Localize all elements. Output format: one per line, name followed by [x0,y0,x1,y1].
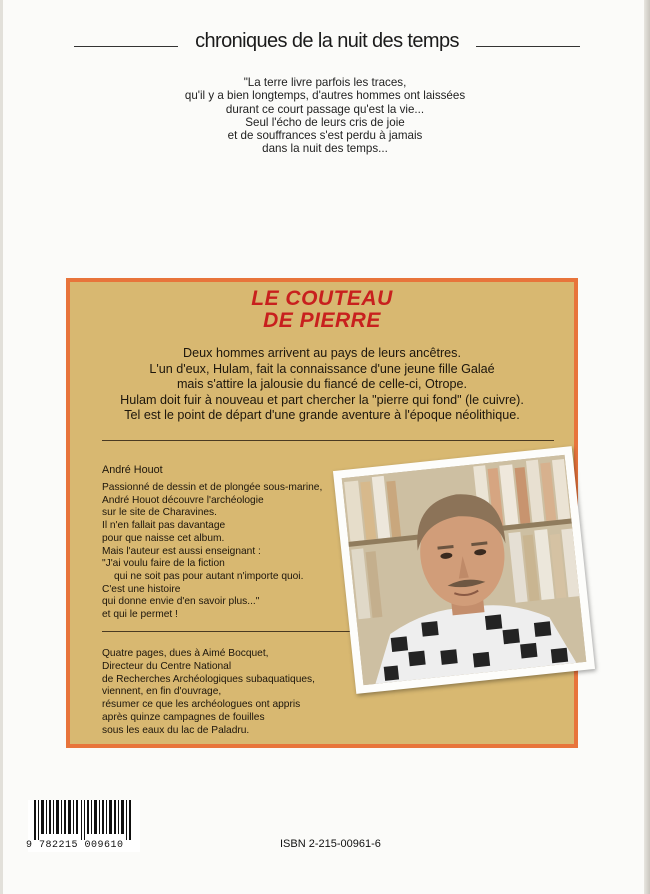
isbn: ISBN 2-215-00961-6 [280,838,381,850]
author-name: André Houot [102,464,163,476]
appendix-line: sous les eaux du lac de Paladru. [102,724,250,736]
epigraph-line: qu'il y a bien longtemps, d'autres hommes ont laissées [184,89,466,103]
page-edge-right [644,0,650,894]
bio-line: qui donne envie d'en savoir plus..." [102,596,260,608]
synopsis-line: Deux hommes arrivent au pays de leurs ancêtres. [183,346,461,360]
author-photo [333,446,595,694]
appendix-line: Quatre pages, dues à Aimé Bocquet, [102,648,269,659]
epigraph-line: Seul l'écho de leurs cris de joie [245,115,405,129]
bio-line: qui ne soit pas pour autant n'importe quoi. [114,570,304,582]
bio-line: pour que naisse cet album. [102,532,225,544]
bio-line: Passionné de dessin et de plongée sous-marine, [102,482,323,493]
epigraph [140,76,510,156]
appendix-line: de Recherches Archéologiques subaquatiques, [102,673,315,685]
series-header [0,30,650,60]
appendix-line: viennent, en fin d'ouvrage, [102,686,222,698]
divider-rule [102,440,554,441]
epigraph-line: dans la nuit des temps... [262,142,388,156]
epigraph-line: "La terre livre parfois les traces, [243,76,407,89]
bio-line: "J'ai voulu faire de la fiction [102,558,225,570]
synopsis-line: Tel est le point de départ d'une grande aventure à l'époque néolithique. [124,408,520,423]
barcode-digits: 9 782215 009610 [26,840,124,851]
page-edge-left [0,0,3,894]
bio-line: André Houot découvre l'archéologie [102,494,264,506]
synopsis-line: L'un d'eux, Hulam, fait la connaissance d'une jeune fille Galaé [149,361,495,376]
synopsis-line: mais s'attire la jalousie du fiancé de celle-ci, Otrope. [176,377,468,392]
bio-line: sur le site de Charavines. [102,507,217,519]
appendix-line: résumer ce que les archéologues ont appris [102,699,301,711]
book-title [70,288,574,332]
synopsis-line: Hulam doit fuir à nouveau et part chercher la "pierre qui fond" (le cuivre). [120,392,524,407]
bio-line: et qui le permet ! [102,609,178,621]
appendix-line: après quinze campagnes de fouilles [102,711,265,723]
appendix-line: Directeur du Centre National [102,660,232,672]
series-rule-left [74,46,178,47]
divider-rule [102,631,358,632]
author-portrait-illustration [333,446,595,694]
book-title-line-2: DE PIERRE [263,309,381,332]
book-title-line-1: LE COUTEAU [251,287,393,310]
synopsis [70,346,574,424]
bio-line: Mais l'auteur est aussi enseignant : [102,545,261,557]
bio-line: C'est une histoire [102,583,181,595]
series-rule-right [476,46,580,47]
epigraph-line: durant ce court passage qu'est la vie... [225,102,425,116]
bio-line: Il n'en fallait pas davantage [102,520,226,532]
series-title: chroniques de la nuit des temps [195,30,459,52]
epigraph-line: et de souffrances s'est perdu à jamais [227,129,423,143]
